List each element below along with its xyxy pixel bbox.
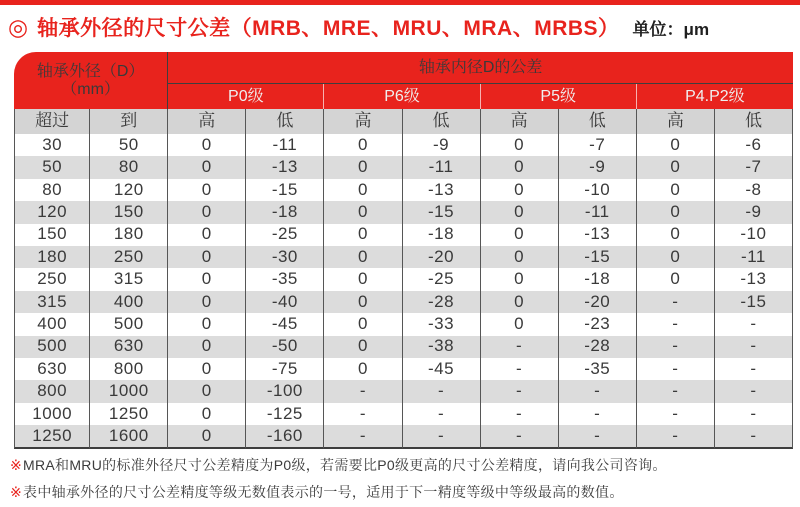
tolerance-value-cell: - [715,336,793,358]
tolerance-value-cell: - [715,425,793,449]
tolerance-value-cell: 0 [168,336,246,358]
tolerance-value-cell: 0 [481,291,559,313]
tolerance-value-cell: 0 [168,358,246,380]
table-row [14,425,793,449]
tolerance-value-cell: -8 [715,179,793,201]
tolerance-value-cell: - [481,380,559,402]
tolerance-value-cell: - [715,313,793,335]
low-header: 低 [715,109,793,134]
range-over-header: 超过 [14,109,90,134]
reference-mark-icon: ※ [10,457,23,473]
tolerance-value-cell: - [715,380,793,402]
tolerance-value-cell: - [559,403,637,425]
top-accent-bar [0,0,800,5]
diameter-range-cell: 1250 [90,403,168,425]
tolerance-value-cell: 0 [324,156,402,178]
tolerance-value-cell: -9 [559,156,637,178]
footnote-1-text: MRA和MRU的标准外径尺寸公差精度为P0级，若需要比P0级更高的尺寸公差精度，请向我公司咨询。 [23,457,667,473]
grade-header-p4p2: P4.P2级 [637,84,793,109]
tolerance-value-cell: -20 [403,246,481,268]
diameter-range-cell: 500 [90,313,168,335]
tolerance-value-cell: -13 [403,179,481,201]
tolerance-value-cell: 0 [168,425,246,449]
tolerance-span-header: 轴承内径D的公差 [168,52,793,84]
tolerance-value-cell: - [481,358,559,380]
tolerance-value-cell: 0 [168,134,246,156]
tolerance-value-cell: - [715,403,793,425]
diameter-range-cell: 315 [90,268,168,290]
diameter-range-cell: 1000 [90,380,168,402]
tolerance-table [14,52,793,449]
tolerance-value-cell: 0 [481,134,559,156]
tolerance-value-cell: -20 [559,291,637,313]
diameter-range-cell: 50 [90,134,168,156]
tolerance-value-cell: - [481,425,559,449]
tolerance-value-cell: 0 [481,224,559,246]
tolerance-value-cell: 0 [324,179,402,201]
tolerance-value-cell: 0 [168,268,246,290]
tolerance-value-cell: -11 [559,201,637,223]
tolerance-value-cell: -11 [715,246,793,268]
tolerance-value-cell: 0 [168,156,246,178]
low-header: 低 [559,109,637,134]
tolerance-value-cell: 0 [637,156,715,178]
diameter-range-cell: 800 [14,380,90,402]
tolerance-value-cell: -7 [559,134,637,156]
tolerance-table-container [14,52,793,449]
tolerance-value-cell: -35 [246,268,324,290]
diameter-range-cell: 1250 [14,425,90,449]
tolerance-value-cell: -10 [715,224,793,246]
tolerance-value-cell: - [481,336,559,358]
tolerance-value-cell: 0 [168,201,246,223]
tolerance-value-cell: -9 [403,134,481,156]
tolerance-value-cell: -7 [715,156,793,178]
table-row [14,336,793,358]
table-row [14,156,793,178]
page-title [8,12,796,42]
diameter-range-cell: 180 [90,224,168,246]
table-row [14,380,793,402]
tolerance-value-cell: 0 [637,201,715,223]
tolerance-value-cell: -23 [559,313,637,335]
tolerance-value-cell: 0 [324,224,402,246]
tolerance-value-cell: 0 [481,268,559,290]
diameter-range-cell: 150 [90,201,168,223]
range-to-header: 到 [90,109,168,134]
double-circle-icon: ◎ [8,13,29,40]
tolerance-value-cell: 0 [168,291,246,313]
diameter-range-cell: 400 [14,313,90,335]
diameter-range-cell: 180 [14,246,90,268]
outer-diameter-header-line1: 轴承外径（D） [36,62,145,80]
tolerance-value-cell: -11 [246,134,324,156]
tolerance-value-cell: -13 [246,156,324,178]
tolerance-value-cell: -28 [403,291,481,313]
tolerance-value-cell: 0 [324,134,402,156]
diameter-range-cell: 250 [14,268,90,290]
tolerance-value-cell: -15 [559,246,637,268]
outer-diameter-header [14,52,168,109]
tolerance-value-cell: -25 [403,268,481,290]
tolerance-value-cell: -15 [715,291,793,313]
diameter-range-cell: 30 [14,134,90,156]
tolerance-value-cell: 0 [168,246,246,268]
tolerance-value-cell: 0 [168,313,246,335]
diameter-range-cell: 80 [90,156,168,178]
table-row [14,179,793,201]
tolerance-value-cell: 0 [481,179,559,201]
low-header: 低 [403,109,481,134]
tolerance-value-cell: - [324,380,402,402]
tolerance-value-cell: 0 [168,403,246,425]
grade-header-p0: P0级 [168,84,324,109]
table-row [14,246,793,268]
tolerance-value-cell: 0 [324,358,402,380]
tolerance-value-cell: - [559,425,637,449]
tolerance-value-cell: 0 [637,268,715,290]
high-header: 高 [168,109,246,134]
tolerance-value-cell: -13 [559,224,637,246]
title-text: 轴承外径的尺寸公差（MRB、MRE、MRU、MRA、MRBS） [37,17,620,40]
diameter-range-cell: 630 [14,358,90,380]
tolerance-value-cell: -75 [246,358,324,380]
footnote-2 [10,482,624,502]
diameter-range-cell: 150 [14,224,90,246]
high-header: 高 [481,109,559,134]
diameter-range-cell: 50 [14,156,90,178]
tolerance-value-cell: -6 [715,134,793,156]
table-row [14,403,793,425]
tolerance-value-cell: 0 [637,134,715,156]
tolerance-value-cell: 0 [481,246,559,268]
table-body [14,134,793,449]
tolerance-value-cell: 0 [637,246,715,268]
diameter-range-cell: 500 [14,336,90,358]
high-header: 高 [324,109,402,134]
diameter-range-cell: 630 [90,336,168,358]
tolerance-value-cell: -11 [403,156,481,178]
tolerance-value-cell: -25 [246,224,324,246]
tolerance-value-cell: -15 [403,201,481,223]
tolerance-value-cell: - [637,425,715,449]
table-row [14,201,793,223]
tolerance-value-cell: - [637,336,715,358]
tolerance-value-cell: 0 [324,201,402,223]
tolerance-value-cell: 0 [637,179,715,201]
tolerance-value-cell: 0 [481,201,559,223]
tolerance-value-cell: -35 [559,358,637,380]
tolerance-value-cell: 0 [168,224,246,246]
tolerance-value-cell: - [403,425,481,449]
diameter-range-cell: 315 [14,291,90,313]
tolerance-value-cell: -18 [559,268,637,290]
tolerance-value-cell: -15 [246,179,324,201]
tolerance-value-cell: - [637,403,715,425]
tolerance-value-cell: - [715,358,793,380]
grade-header-p6: P6级 [324,84,480,109]
tolerance-value-cell: 0 [324,291,402,313]
diameter-range-cell: 250 [90,246,168,268]
tolerance-value-cell: 0 [168,179,246,201]
unit-label: 单位：μm [632,19,710,39]
tolerance-value-cell: - [637,380,715,402]
table-row [14,358,793,380]
table-row [14,268,793,290]
diameter-range-cell: 120 [90,179,168,201]
tolerance-value-cell: 0 [637,224,715,246]
diameter-range-cell: 400 [90,291,168,313]
tolerance-value-cell: 0 [324,336,402,358]
table-row [14,291,793,313]
tolerance-value-cell: -18 [403,224,481,246]
tolerance-value-cell: -38 [403,336,481,358]
tolerance-value-cell: 0 [324,246,402,268]
tolerance-value-cell: -10 [559,179,637,201]
high-header: 高 [637,109,715,134]
tolerance-value-cell: - [324,425,402,449]
tolerance-value-cell: - [637,358,715,380]
diameter-range-cell: 1600 [90,425,168,449]
tolerance-value-cell: - [637,313,715,335]
tolerance-value-cell: 0 [324,313,402,335]
table-row [14,224,793,246]
outer-diameter-header-line2: （mm） [61,80,120,98]
diameter-range-cell: 120 [14,201,90,223]
tolerance-value-cell: - [481,403,559,425]
tolerance-value-cell: - [403,380,481,402]
diameter-range-cell: 1000 [14,403,90,425]
tolerance-value-cell: - [559,380,637,402]
grade-header-p5: P5级 [481,84,637,109]
tolerance-value-cell: - [324,403,402,425]
table-row [14,313,793,335]
tolerance-value-cell: - [403,403,481,425]
table-row [14,134,793,156]
tolerance-value-cell: -18 [246,201,324,223]
footnote-2-text: 表中轴承外径的尺寸公差精度等级无数值表示的一号，适用于下一精度等级中等级最高的数值。 [23,484,624,500]
footnote-1 [10,455,667,475]
tolerance-value-cell: -50 [246,336,324,358]
tolerance-value-cell: -45 [403,358,481,380]
tolerance-value-cell: -33 [403,313,481,335]
tolerance-value-cell: -125 [246,403,324,425]
reference-mark-icon: ※ [10,484,23,500]
tolerance-value-cell: 0 [481,156,559,178]
diameter-range-cell: 80 [14,179,90,201]
tolerance-value-cell: - [637,291,715,313]
tolerance-value-cell: -13 [715,268,793,290]
tolerance-value-cell: 0 [168,380,246,402]
tolerance-value-cell: -100 [246,380,324,402]
tolerance-value-cell: -30 [246,246,324,268]
tolerance-value-cell: -160 [246,425,324,449]
diameter-range-cell: 800 [90,358,168,380]
tolerance-value-cell: -45 [246,313,324,335]
tolerance-value-cell: -40 [246,291,324,313]
tolerance-value-cell: -9 [715,201,793,223]
tolerance-value-cell: -28 [559,336,637,358]
tolerance-value-cell: 0 [324,268,402,290]
tolerance-value-cell: 0 [481,313,559,335]
low-header: 低 [246,109,324,134]
